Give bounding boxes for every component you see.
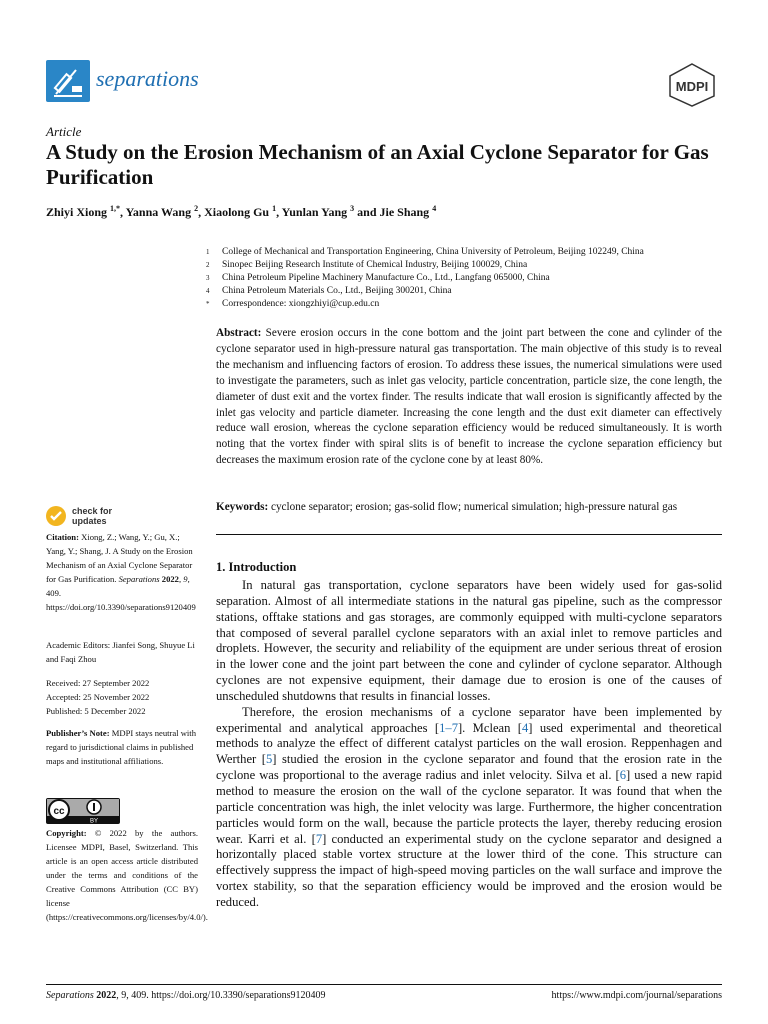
paragraph: Therefore, the erosion mechanisms of a cyclone separator have been implemented by experimental and analytical approaches [1–7]. Mclean [4] used experimental and theoretical methods to analyze the effect of different catalyst particles on the wall erosion. Reppenhagen and Werther [5] studied the erosion in the cyclone separator and found that the erosion rate in the cyclone was proportional to the average radius and inlet velocity. Silva et al. [6] used a new rapid method to measure the erosion on the wall of the cyclone separator. It was found that when the particle concentration was high, the inlet velocity was large. Furthermore, the higher concentration particles would form on the wall, because the particle protects the layer, thereby reducing erosion wear. Karri et al. [7] conducted an experimental study on the cyclone separator and designed a horizontally placed stable vortex structure at the lower third of the cone. This structure can effectively suppress the impact of high-speed moving particles on the wall surface and improve the vortex stability, so that the separation efficiency would be improved and the erosion would be reduced.: [216, 704, 723, 909]
affiliation: 1 College of Mechanical and Transportation Engineering, China University of Petroleum, Beijing 102249, China: [206, 247, 644, 257]
reference-link[interactable]: 6: [619, 768, 627, 783]
footer-citation: Separations 2022, 9, 409. https://doi.org/10.3390/separations9120409: [46, 990, 326, 1001]
keywords: Keywords: cyclone separator; erosion; gas-solid flow; numerical simulation; high-pressure natural gas: [216, 501, 678, 513]
footer-divider: [46, 984, 722, 985]
author[interactable]: Yanna Wang $^2$: [125, 204, 199, 219]
introduction-body: [216, 578, 722, 911]
copyright: Copyright: © 2022 by the authors. Licensee MDPI, Basel, Switzerland. This article is an open access article distributed under the terms and conditions of the Creative Commons Attribution (CC BY) license (https://creativecommons.org/licenses/by/4.0/).: [46, 828, 208, 922]
reference-link[interactable]: 5: [265, 752, 273, 767]
check-for-updates-button[interactable]: check for updates: [46, 506, 112, 526]
section-heading: 1. Introduction: [216, 560, 297, 574]
affiliation-list: [206, 246, 726, 311]
author[interactable]: Xiaolong Gu $^1$: [204, 204, 277, 219]
mdpi-logo-icon[interactable]: [666, 62, 718, 108]
check-updates-icon: [46, 506, 66, 526]
cc-by-license-icon[interactable]: [46, 798, 120, 824]
svg-text:cc: cc: [53, 806, 65, 817]
reference-link[interactable]: 1–7: [439, 720, 458, 735]
author-list: Zhiyi Xiong $^{1,*}$, Yanna Wang $^2$, Xiaolong Gu $^1$, Yunlan Yang $^3$ and Jie Shang $^4$: [46, 204, 437, 219]
paragraph: In natural gas transportation, cyclone separators have been widely used for gas-solid separation. Almost of all intermediate stations in the natural gas pipeline, such as the compressor stations, offtake stations and gas storages, are commonly equipped with multi-cyclone separators that composed of several parallel cyclone separators with an axial inlet to remove particles and droplets. However, the security and reliability of the equipment are under serious threat of erosion in the lower cone and the joint part between the cone and cylinder of cyclone separator. Although cyclones are not expensive equipment, their damage due to erosion is one of the causes of unscheduled shutdowns that results in financial losses.: [216, 578, 722, 703]
divider: [216, 534, 722, 535]
reference-link[interactable]: 4: [521, 720, 529, 735]
correspondence: * Correspondence: xiongzhiyi@cup.edu.cn: [206, 299, 380, 309]
publisher-name: MDPI: [675, 79, 709, 94]
affiliation: 2 Sinopec Beijing Research Institute of Chemical Industry, Beijing 100029, China: [206, 260, 528, 270]
svg-text:BY: BY: [89, 818, 99, 824]
dates: [46, 676, 198, 718]
article-title: A Study on the Erosion Mechanism of an Axial Cyclone Separator for Gas Purification: [46, 140, 709, 189]
author[interactable]: Zhiyi Xiong $^{1,*}$: [46, 204, 121, 219]
author[interactable]: Yunlan Yang $^3$: [281, 204, 355, 219]
affiliation: 3 China Petroleum Pipeline Machinery Manufacture Co., Ltd., Langfang 065000, China: [206, 273, 550, 283]
article-type: Article: [46, 124, 82, 139]
footer-journal-url[interactable]: https://www.mdpi.com/journal/separations: [551, 990, 722, 1001]
abstract: Abstract: Severe erosion occurs in the cone bottom and the joint part between the cone and cylinder of the cyclone separator used in high-pressure natural gas transportation. The main objective of this study is to reveal the mechanism and influencing factors of erosion. To address these issues, the numerical simulations were used to investigate the parameters, such as inlet gas velocity, particle concentration, particle size, the cone length, the diameter of dust exit and the vortex finder. The results indicate that wall erosion is significantly affected by the inlet gas velocity and particle diameter. Increasing the cone length and the dust exit diameter can effectively reduce wall erosion, whereas the cyclone separation efficiency would be reduced simultaneously. It is worth noting that the vortex finder with spiral slits is of benefit to increase the cyclone separation efficiency but decreases the maximum erosion rate of the cyclone cone by at least 80%.: [216, 327, 722, 467]
academic-editors: Academic Editors: Jianfei Song, Shuyue Li and Faqi Zhou: [46, 640, 195, 664]
journal-name[interactable]: separations: [96, 66, 199, 91]
accepted-date: Accepted: 25 November 2022: [46, 692, 150, 702]
journal-logo-icon: [46, 60, 90, 102]
received-date: Received: 27 September 2022: [46, 678, 150, 688]
citation: Citation: Xiong, Z.; Wang, Y.; Gu, X.; Yang, Y.; Shang, J. A Study on the Erosion Mechanism of an Axial Cyclone Separator for Gas Purification. Separations 2022, 9, 409. https://doi.org/10.3390/separations9120409: [46, 532, 196, 612]
author[interactable]: Jie Shang $^4$: [379, 204, 437, 219]
published-date: Published: 5 December 2022: [46, 706, 146, 716]
affiliation: 4 China Petroleum Materials Co., Ltd., Beijing 300201, China: [206, 286, 452, 296]
reference-link[interactable]: 7: [315, 831, 323, 846]
publishers-note: Publisher’s Note: MDPI stays neutral with regard to jurisdictional claims in published maps and institutional affiliations.: [46, 728, 196, 766]
